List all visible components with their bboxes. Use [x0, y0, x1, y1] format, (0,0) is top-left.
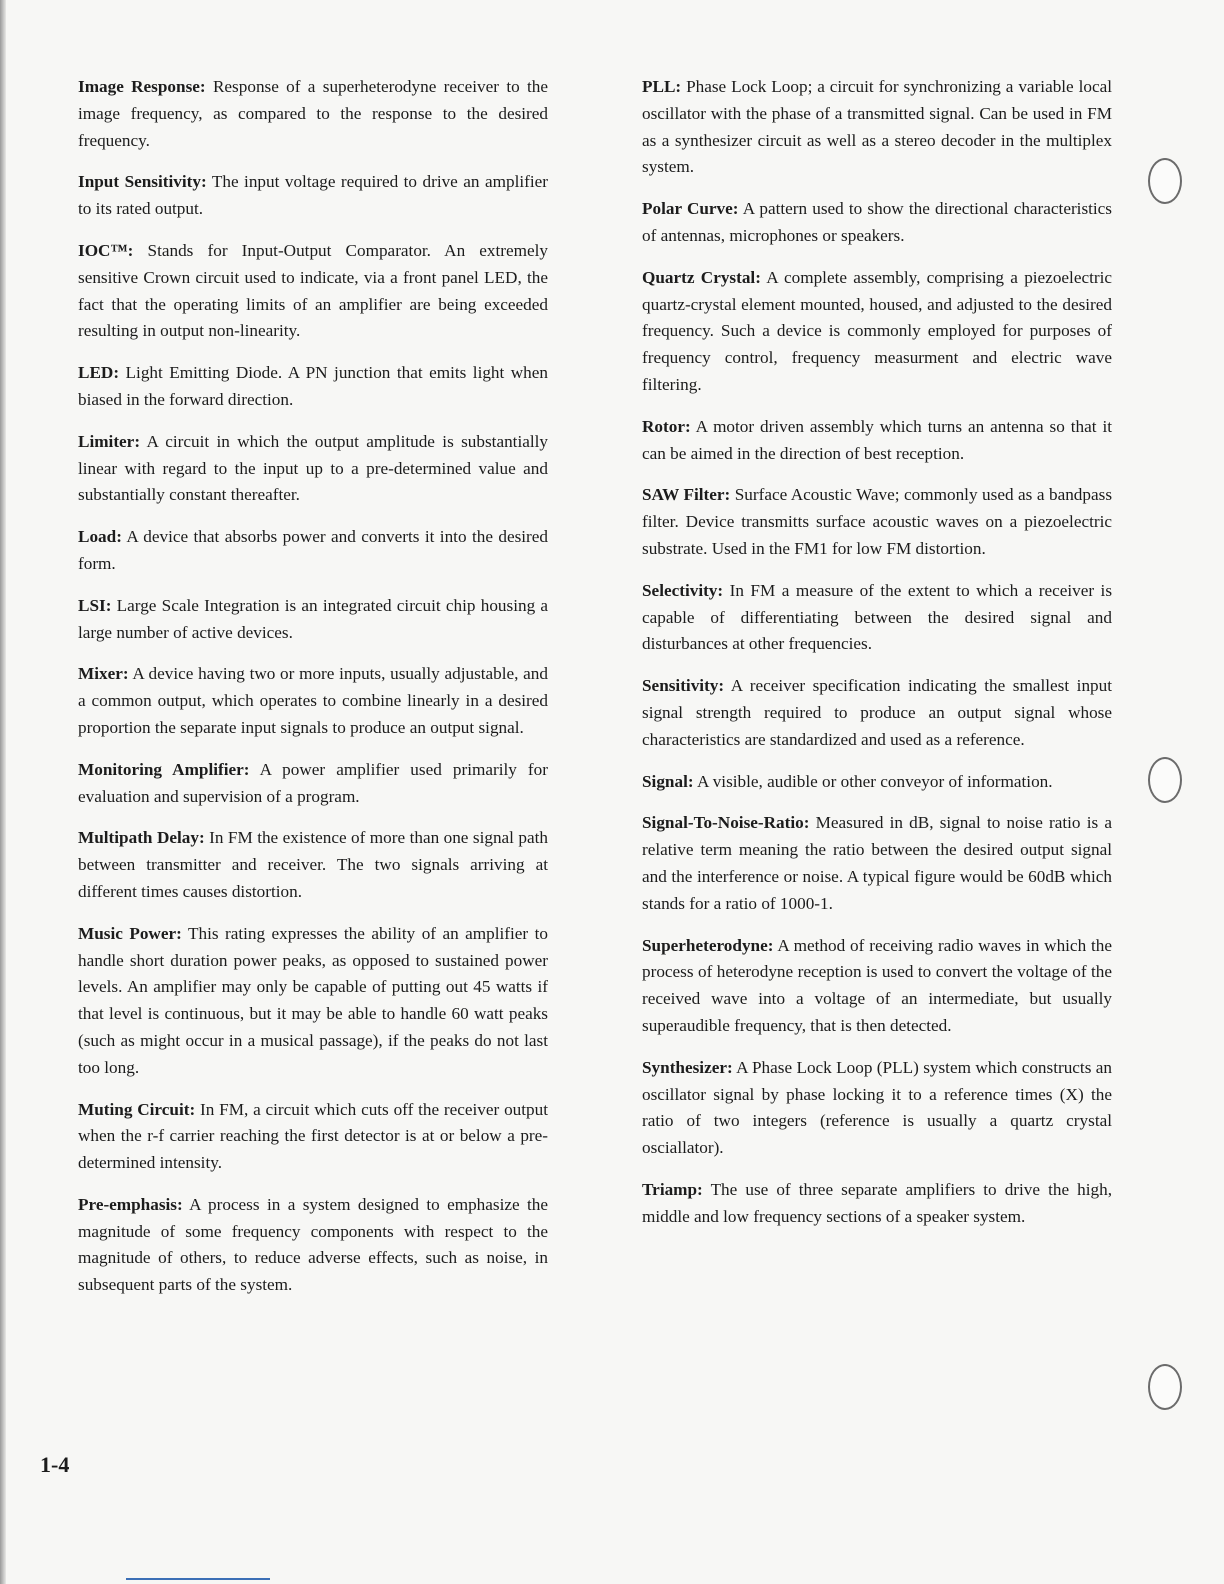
glossary-entry-signal-to-noise-ratio — [642, 810, 1112, 917]
glossary-definition: The use of three separate amplifiers to drive the high, middle and low frequency sections of a speaker system. — [642, 1179, 1112, 1226]
glossary-entry-selectivity — [642, 578, 1112, 658]
glossary-definition: Surface Acoustic Wave; commonly used as a bandpass filter. Device transmitts surface acoustic waves on a piezoelectric substrate. Used in the FM1 for low FM distortion. — [642, 485, 1113, 558]
bottom-rule — [126, 1578, 270, 1580]
glossary-entry-mixer — [78, 661, 548, 741]
glossary-term: Mixer: — [78, 664, 129, 684]
glossary-right-column — [642, 74, 1112, 1245]
glossary-entry-lsi — [78, 593, 548, 647]
glossary-term: Multipath Delay: — [78, 828, 205, 848]
glossary-term: PLL: — [642, 77, 682, 96]
glossary-term: Signal-To-Noise-Ratio: — [642, 813, 810, 833]
glossary-entry-pll — [642, 74, 1112, 181]
glossary-entry-muting-circuit — [78, 1097, 548, 1177]
glossary-entry-superheterodyne — [642, 933, 1112, 1040]
glossary-definition: The input voltage required to drive an amplifier to its rated output. — [78, 172, 548, 219]
glossary-term: LED: — [78, 363, 120, 383]
glossary-entry-music-power — [78, 921, 548, 1082]
glossary-entry-image-response — [78, 74, 548, 154]
glossary-entry-monitoring-amplifier — [78, 757, 548, 811]
glossary-definition: Stands for Input-Output Comparator. An extremely sensitive Crown circuit used to indicate, via a front panel LED, the fact that the operating limits of an amplifier are being exceeded resulting in output non-linearity. — [78, 240, 549, 341]
binder-hole-middle — [1148, 757, 1182, 803]
glossary-term: Sensitivity: — [642, 676, 725, 696]
glossary-term: Polar Curve: — [642, 199, 739, 219]
glossary-definition: Light Emitting Diode. A PN junction that emits light when biased in the forward direction. — [78, 363, 548, 409]
glossary-entry-saw-filter — [642, 482, 1112, 562]
glossary-entry-ioc — [78, 238, 548, 345]
glossary-definition: Response of a superheterodyne receiver to the image frequency, as compared to the response to the desired frequency. — [78, 77, 549, 150]
glossary-definition: In FM the existence of more than one signal path between transmitter and receiver. The two signals arriving at different times causes distortion. — [78, 828, 548, 901]
glossary-term: SAW Filter: — [642, 485, 731, 505]
glossary-definition: Large Scale Integration is an integrated circuit chip housing a large number of active devices. — [78, 595, 549, 642]
glossary-definition: A process in a system designed to emphasize the magnitude of some frequency components with respect to the magnitude of others, to reduce adverse effects, such as noise, in subsequent parts of the system. — [78, 1194, 549, 1295]
glossary-definition: In FM, a circuit which cuts off the receiver output when the r-f carrier reaching the first detector is at or below a pre-determined intensity. — [78, 1099, 548, 1173]
glossary-definition: A motor driven assembly which turns an antenna so that it can be aimed in the direction of best reception. — [642, 416, 1112, 463]
glossary-definition: A device that absorbs power and converts it into the desired form. — [78, 527, 548, 573]
glossary-left-column — [78, 74, 548, 1314]
glossary-entry-sensitivity — [642, 673, 1112, 753]
glossary-term: Signal: — [642, 771, 694, 791]
glossary-term: Load: — [78, 527, 122, 547]
glossary-entry-synthesizer — [642, 1055, 1112, 1162]
binder-hole-top — [1148, 158, 1182, 204]
glossary-definition: This rating expresses the ability of an amplifier to handle short duration power peaks, as opposed to sustained power levels. An amplifier may only be capable of putting out 45 watts if that level is continuous, but it may be able to handle 60 watt peaks (such as might occur in a musical passage), if the peaks do not last too long. — [78, 923, 548, 1077]
glossary-term: Pre-emphasis: — [78, 1194, 183, 1214]
glossary-definition: A power amplifier used primarily for evaluation and supervision of a program. — [78, 759, 548, 806]
glossary-term: IOC™: — [78, 240, 134, 260]
page-number: 1-4 — [40, 1452, 70, 1477]
glossary-definition: A receiver specification indicating the smallest input signal strength required to produce an output signal whose characteristics are standardized and used as a reference. — [642, 676, 1112, 749]
glossary-entry-triamp — [642, 1177, 1112, 1231]
glossary-term: Monitoring Amplifier: — [78, 759, 250, 779]
glossary-definition: Measured in dB, signal to noise ratio is a relative term meaning the ratio between the desired output signal and the interference or noise. A typical figure would be 60dB which stands for a ratio of 1000-1. — [642, 813, 1112, 913]
glossary-entry-quartz-crystal — [642, 265, 1112, 399]
glossary-definition: A device having two or more inputs, usually adjustable, and a common output, which operates to combine linearly in a desired proportion the separate input signals to produce an output signal. — [78, 664, 548, 737]
glossary-entry-rotor — [642, 414, 1112, 468]
glossary-term: Image Response: — [78, 77, 206, 96]
glossary-definition: A pattern used to show the directional characteristics of antennas, microphones or speakers. — [642, 199, 1112, 245]
glossary-definition: A Phase Lock Loop (PLL) system which constructs an oscillator signal by phase locking it to a reference times (X) the ratio of two integers (reference is usually a quartz crystal osciallator). — [642, 1057, 1112, 1158]
glossary-term: LSI: — [78, 595, 112, 615]
glossary-definition: A complete assembly, comprising a piezoelectric quartz-crystal element mounted, housed, and adjusted to the desired frequency. Such a device is commonly employed for purposes of frequency control, frequency measurment and electric wave filtering. — [642, 267, 1112, 394]
glossary-term: Superheterodyne: — [642, 935, 774, 955]
glossary-entry-signal — [642, 769, 1112, 796]
glossary-entry-led — [78, 360, 548, 414]
glossary-entry-multipath-delay — [78, 825, 548, 905]
page-edge — [0, 0, 6, 1584]
glossary-term: Rotor: — [642, 416, 691, 436]
glossary-entry-input-sensitivity — [78, 169, 548, 223]
glossary-term: Quartz Crystal: — [642, 267, 761, 287]
glossary-definition: A method of receiving radio waves in which the process of heterodyne reception is used to convert the voltage of the received wave into a voltage of an intermediate, but usually superaudible frequency, that is then detected. — [642, 935, 1112, 1035]
glossary-term: Synthesizer: — [642, 1057, 733, 1077]
glossary-term: Selectivity: — [642, 580, 724, 600]
glossary-entry-load — [78, 524, 548, 578]
glossary-term: Music Power: — [78, 923, 182, 943]
glossary-term: Triamp: — [642, 1179, 703, 1199]
binder-hole-bottom — [1148, 1364, 1182, 1410]
glossary-term: Limiter: — [78, 431, 141, 451]
glossary-entry-polar-curve — [642, 196, 1112, 250]
glossary-entry-limiter — [78, 429, 548, 509]
glossary-term: Muting Circuit: — [78, 1099, 196, 1119]
glossary-definition: In FM a measure of the extent to which a receiver is capable of differentiating between the desired signal and disturbances at other frequencies. — [642, 580, 1113, 654]
glossary-term: Input Sensitivity: — [78, 172, 207, 192]
glossary-definition: A circuit in which the output amplitude is substantially linear with regard to the input up to a pre-determined value and substantially constant thereafter. — [78, 431, 548, 505]
glossary-definition: A visible, audible or other conveyor of information. — [696, 771, 1053, 791]
glossary-entry-pre-emphasis — [78, 1192, 548, 1299]
glossary-definition: Phase Lock Loop; a circuit for synchronizing a variable local oscillator with the phase of a transmitted signal. Can be used in FM as a synthesizer circuit as well as a stereo decoder in the multiplex system. — [642, 77, 1112, 177]
